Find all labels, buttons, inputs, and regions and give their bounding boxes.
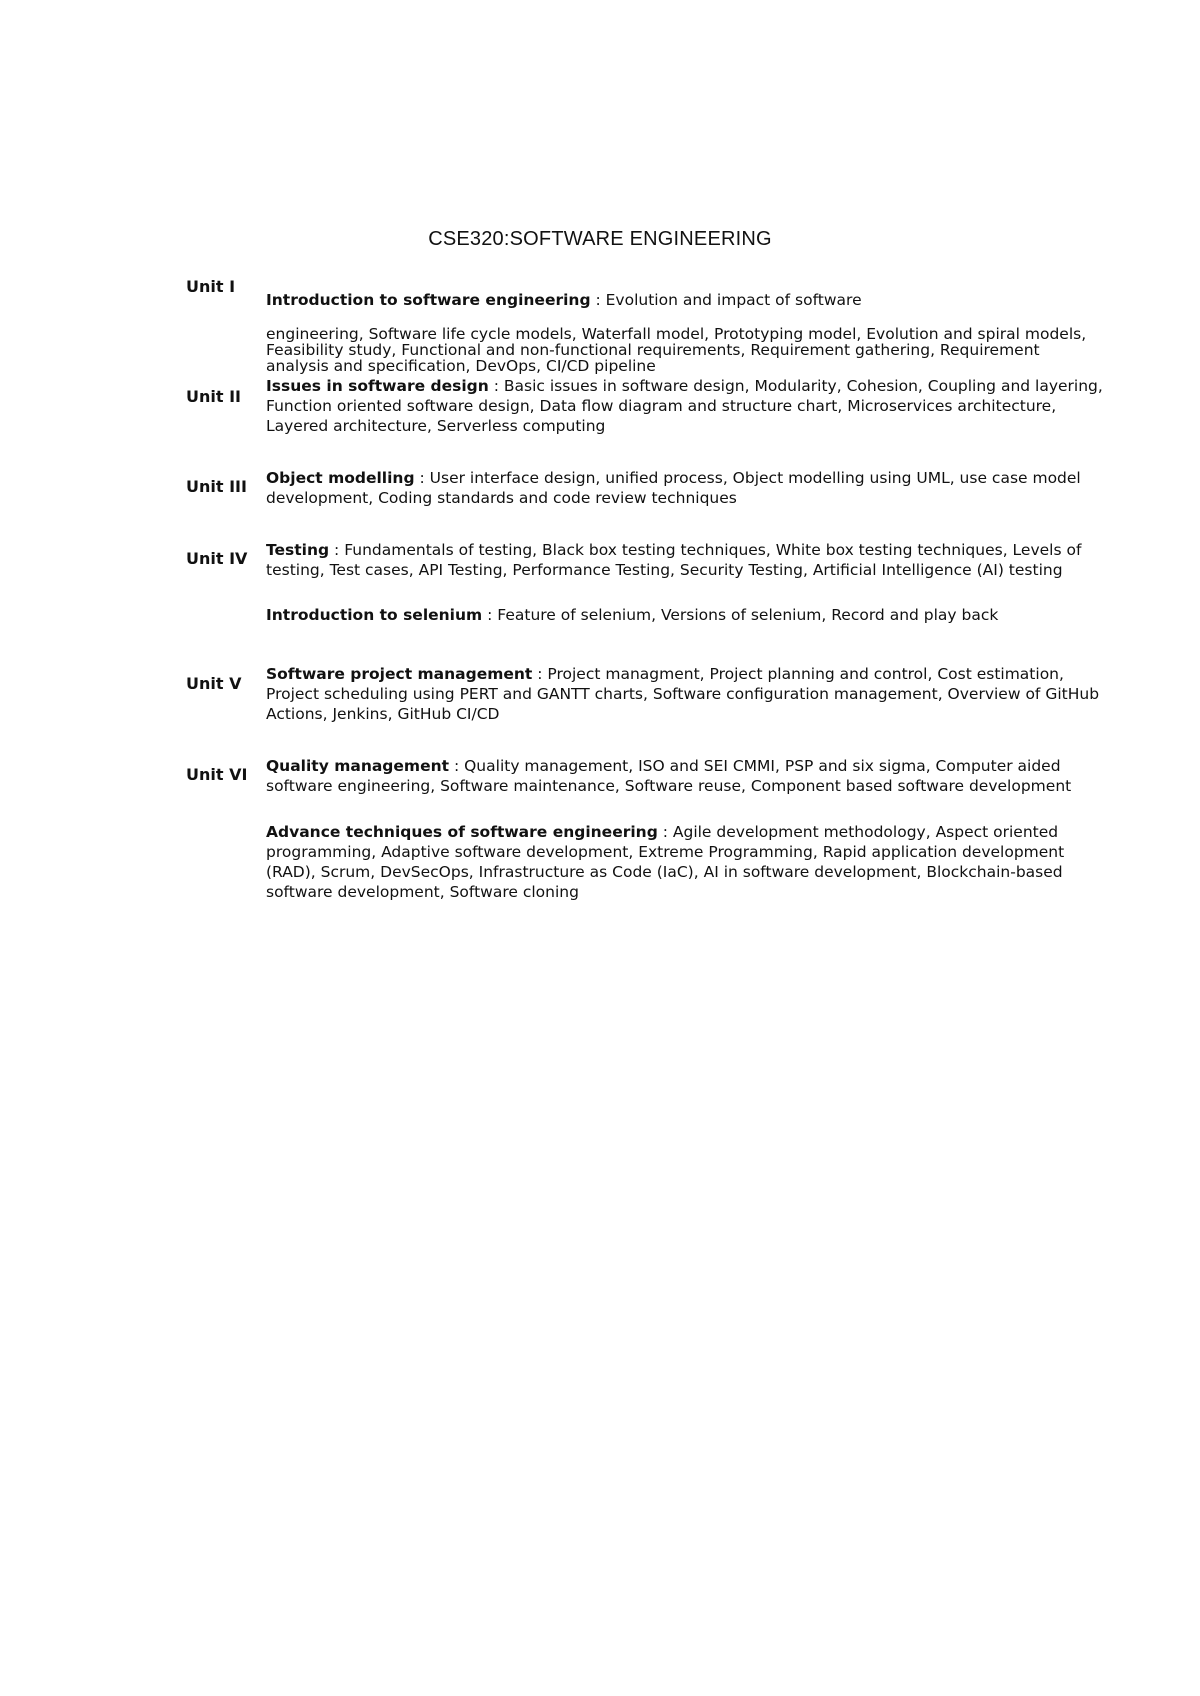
- unit-i-label: Unit I: [186, 277, 236, 296]
- unit-vi-label: Unit VI: [186, 765, 248, 784]
- unit-vi-paragraph-2: [266, 822, 1106, 902]
- unit-iv-text-2: Feature of selenium, Versions of selenium, Record and play back: [497, 606, 999, 624]
- unit-iii-heading: Object modelling: [266, 469, 415, 487]
- unit-ii-heading: Issues in software design: [266, 377, 489, 395]
- unit-v-text: Project managment, Project planning and control, Cost estimation, Project scheduling using PERT and GANTT charts, Software configuration management, Overview of GitHub Actions, Jenkins, GitHub CI/CD: [266, 665, 1100, 723]
- unit-iii-paragraph: [266, 468, 1106, 508]
- unit-ii-paragraph: [266, 376, 1106, 436]
- unit-iv-paragraph-2: [266, 605, 1106, 625]
- unit-iii-text: User interface design, unified process, Object modelling using UML, use case model development, Coding standards and code review techniques: [266, 469, 1081, 507]
- unit-v-heading: Software project management: [266, 665, 533, 683]
- unit-iii-separator: :: [414, 469, 430, 487]
- unit-vi-text: Quality management, ISO and SEI CMMI, PSP and six sigma, Computer aided software engineering, Software maintenance, Software reuse, Component based software development: [266, 757, 1072, 795]
- unit-i-intro-heading: Introduction to software engineering: [266, 291, 591, 309]
- unit-i-intro-text: Evolution and impact of software: [605, 291, 862, 309]
- unit-v-label: Unit V: [186, 674, 242, 693]
- unit-iv-separator: :: [329, 541, 345, 559]
- unit-iv-text: Fundamentals of testing, Black box testing techniques, White box testing techniques, Levels of testing, Test cases, API Testing, Performance Testing, Security Testing, Artificial Intelligence (AI) testing: [266, 541, 1082, 579]
- unit-ii-text: Basic issues in software design, Modularity, Cohesion, Coupling and layering, Function oriented software design, Data flow diagram and structure chart, Microservices architecture, Layered architecture, Serverless computing: [266, 377, 1103, 435]
- unit-vi-separator: :: [449, 757, 465, 775]
- unit-iv-separator-2: :: [482, 606, 498, 624]
- unit-vi-paragraph: [266, 756, 1106, 796]
- unit-v-paragraph: [266, 664, 1106, 724]
- unit-vi-text-2: Agile development methodology, Aspect oriented programming, Adaptive software development, Extreme Programming, Rapid application development (RAD), Scrum, DevSecOps, Infrastructure as Code (IaC), AI in software development, Blockchain-based software development, Software cloning: [266, 823, 1065, 901]
- unit-vi-separator-2: :: [657, 823, 673, 841]
- unit-v-separator: :: [532, 665, 548, 683]
- unit-vi-heading: Quality management: [266, 757, 450, 775]
- unit-iv-heading-2: Introduction to selenium: [266, 606, 483, 624]
- page-title: CSE320:SOFTWARE ENGINEERING: [428, 228, 772, 250]
- unit-vi-heading-2: Advance techniques of software engineering: [266, 823, 658, 841]
- unit-i-intro-paragraph: [266, 290, 1106, 310]
- unit-iv-label: Unit IV: [186, 549, 248, 568]
- unit-iv-paragraph: [266, 540, 1106, 580]
- unit-i-continuation: engineering, Software life cycle models, Waterfall model, Prototyping model, Evolution and spiral models, Feasibility study, Functional and non-functional requirements, Requirement gathering, Requirement analysis and specification, DevOps, CI/CD pipeline: [266, 325, 1087, 375]
- unit-ii-separator: :: [488, 377, 504, 395]
- unit-iv-heading: Testing: [266, 541, 330, 559]
- unit-iii-label: Unit III: [186, 477, 247, 496]
- unit-ii-label: Unit II: [186, 387, 241, 406]
- unit-i-intro-separator: :: [590, 291, 606, 309]
